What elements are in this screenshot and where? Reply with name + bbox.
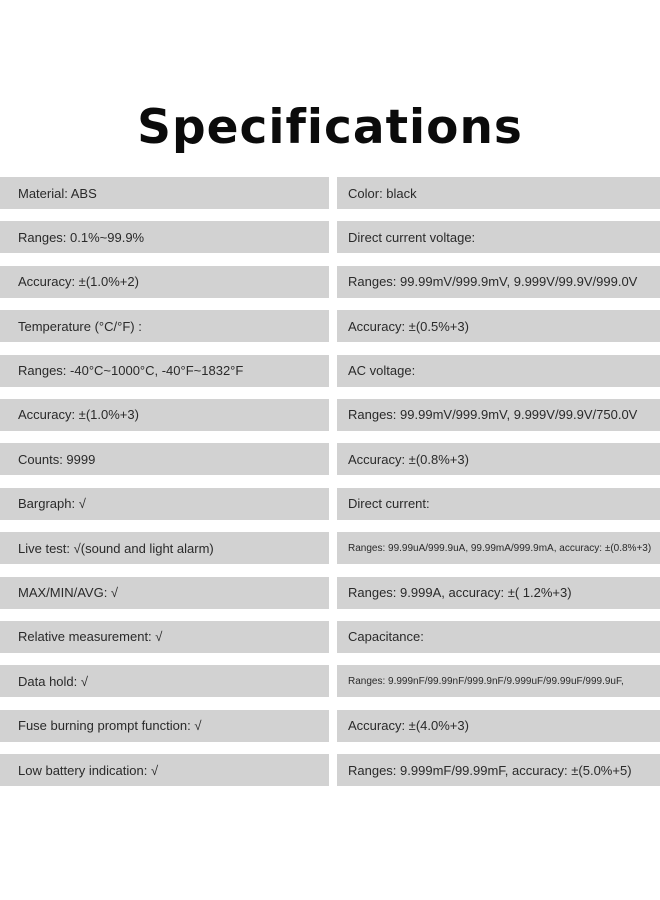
- spec-cell-right: Accuracy: ±(4.0%+3): [337, 710, 660, 742]
- spec-cell-left: Accuracy: ±(1.0%+3): [0, 399, 329, 431]
- spec-cell-left: Ranges: -40°C~1000°C, -40°F~1832°F: [0, 355, 329, 387]
- spec-cell-left: Fuse burning prompt function: √: [0, 710, 329, 742]
- spec-table: [0, 177, 660, 798]
- spec-cell-right: Ranges: 9.999mF/99.99mF, accuracy: ±(5.0%+5): [337, 754, 660, 786]
- spec-row: [0, 310, 660, 342]
- spec-cell-right: Accuracy: ±(0.8%+3): [337, 443, 660, 475]
- spec-cell-right: AC voltage:: [337, 355, 660, 387]
- spec-cell-right: Direct current voltage:: [337, 221, 660, 253]
- spec-cell-left: Bargraph: √: [0, 488, 329, 520]
- spec-row: [0, 532, 660, 564]
- spec-row: [0, 621, 660, 653]
- spec-row: [0, 355, 660, 387]
- spec-row: [0, 754, 660, 786]
- spec-row: [0, 266, 660, 298]
- spec-row: [0, 577, 660, 609]
- spec-cell-right: Ranges: 9.999nF/99.99nF/999.9nF/9.999uF/99.99uF/999.9uF,: [337, 665, 660, 697]
- page-title: Specifications: [137, 100, 523, 155]
- spec-row: [0, 399, 660, 431]
- spec-cell-right: Accuracy: ±(0.5%+3): [337, 310, 660, 342]
- spec-row: [0, 177, 660, 209]
- spec-cell-right: Capacitance:: [337, 621, 660, 653]
- spec-cell-left: Live test: √(sound and light alarm): [0, 532, 329, 564]
- spec-row: [0, 443, 660, 475]
- spec-cell-right: Ranges: 9.999A, accuracy: ±( 1.2%+3): [337, 577, 660, 609]
- spec-cell-left: Counts: 9999: [0, 443, 329, 475]
- spec-row: [0, 488, 660, 520]
- spec-row: [0, 221, 660, 253]
- spec-cell-left: Accuracy: ±(1.0%+2): [0, 266, 329, 298]
- spec-cell-left: Temperature (°C/°F) :: [0, 310, 329, 342]
- spec-cell-left: MAX/MIN/AVG: √: [0, 577, 329, 609]
- spec-cell-right: Ranges: 99.99mV/999.9mV, 9.999V/99.9V/750.0V: [337, 399, 660, 431]
- spec-cell-left: Data hold: √: [0, 665, 329, 697]
- spec-cell-right: Direct current:: [337, 488, 660, 520]
- spec-cell-right: Ranges: 99.99mV/999.9mV, 9.999V/99.9V/999.0V: [337, 266, 660, 298]
- spec-cell-left: Material: ABS: [0, 177, 329, 209]
- spec-cell-left: Relative measurement: √: [0, 621, 329, 653]
- spec-row: [0, 710, 660, 742]
- spec-row: [0, 665, 660, 697]
- spec-cell-right: Ranges: 99.99uA/999.9uA, 99.99mA/999.9mA, accuracy: ±(0.8%+3): [337, 532, 660, 564]
- spec-cell-right: Color: black: [337, 177, 660, 209]
- spec-cell-left: Low battery indication: √: [0, 754, 329, 786]
- spec-cell-left: Ranges: 0.1%~99.9%: [0, 221, 329, 253]
